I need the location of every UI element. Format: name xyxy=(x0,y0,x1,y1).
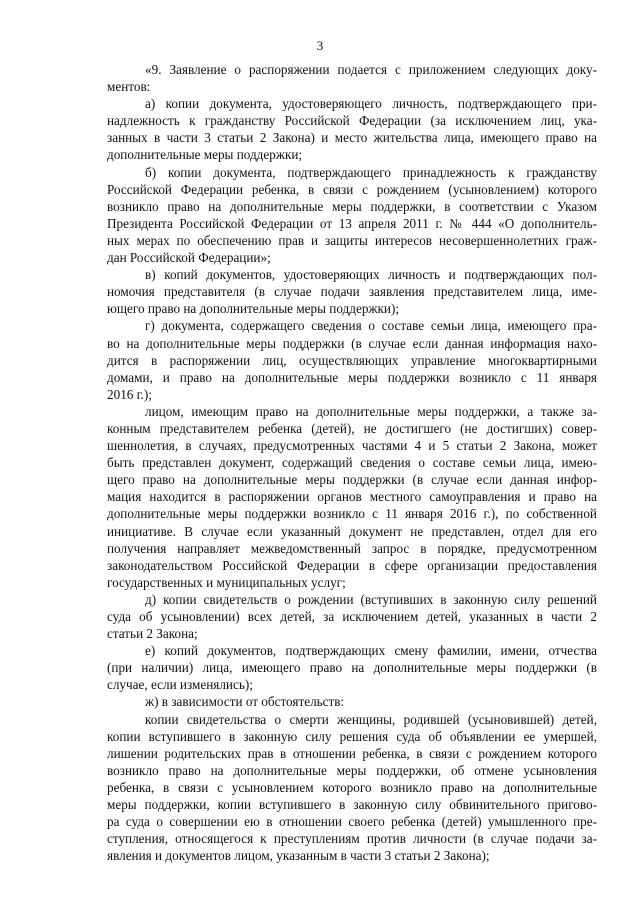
document-body xyxy=(107,61,597,864)
text-line: инициативе. В случае если указанный документ не представлен, отдел для его xyxy=(107,523,597,539)
text-line: лицом, имеющим право на дополнительные меры поддержки, а также за- xyxy=(145,403,597,419)
text-line: д) копии свидетельств о рождении (вступивших в законную силу решений xyxy=(145,591,597,607)
text-line: возникло право на дополнительные меры поддержки, в соответствии с Указом xyxy=(107,198,597,214)
text-line: номочия представителя (в случае подачи заявления представителем лица, име- xyxy=(107,284,597,300)
text-line: дополнительные меры поддержки; xyxy=(107,147,303,163)
text-line: домами, и право на дополнительные меры поддержки возникло с 11 января xyxy=(107,369,597,385)
paragraph-item-e xyxy=(107,642,597,693)
text-line: явления и документов лицом, указанным в части 3 статьи 2 Закона); xyxy=(107,848,490,864)
text-line: «9. Заявление о распоряжении подается с приложением следующих доку- xyxy=(145,62,597,77)
text-line: ных мерах по обеспечению прав и защиты интересов несовершеннолетних граж- xyxy=(107,232,597,248)
text-line: законодательством Российской Федерации в сфере организации предоставления xyxy=(107,557,597,573)
text-line: ра суда о совершении ею в отношении своего ребенка (детей) умышленного пре- xyxy=(107,814,597,830)
text-line: г) документа, содержащего сведения о составе семьи лица, имеющего пра- xyxy=(145,318,597,334)
paragraph-item-g-cont xyxy=(107,403,597,591)
text-line: 2016 г.); xyxy=(107,386,152,402)
page-number: 3 xyxy=(316,38,324,53)
text-line: меры поддержки, копии вступившего в законную силу обвинительного пригово- xyxy=(107,797,597,813)
text-line: копии вступившего в законную силу решения суда об объявлении ее умершей, xyxy=(107,728,597,744)
paragraph-item-v xyxy=(107,266,597,317)
text-line: занных в части 3 статьи 2 Закона) и место жительства лица, имеющего право на xyxy=(107,130,597,146)
text-line: лишении родительских прав в отношении ребенка, в связи с рождением которого xyxy=(107,745,597,761)
text-line: копии свидетельства о смерти женщины, родившей (усыновившей) детей, xyxy=(145,711,597,727)
text-line: быть представлен документ, содержащий сведения о составе семьи лица, имею- xyxy=(107,455,597,471)
text-line: дан Российской Федерации»; xyxy=(107,250,271,266)
text-line: суда об усыновлении) всех детей, за исключением детей, указанных в части 2 xyxy=(107,609,597,624)
text-line: возникло право на дополнительные меры поддержки, об отмене усыновления xyxy=(107,762,597,778)
text-line: в) копий документов, удостоверяющих личность и подтверждающих пол- xyxy=(145,267,597,283)
paragraph-item-zh xyxy=(107,693,597,710)
text-line: случае, если изменялись); xyxy=(107,677,253,693)
text-line: а) копии документа, удостоверяющего личность, подтверждающего при- xyxy=(145,96,597,112)
text-line: конным представителем ребенка (детей), не достигшего (не достигших) совер- xyxy=(107,420,597,436)
text-line: е) копий документов, подтверждающих смену фамилии, имени, отчества xyxy=(145,643,597,659)
text-line: шеннолетия, в случаях, предусмотренных частями 4 и 5 статьи 2 Закона, может xyxy=(107,438,597,454)
paragraph-item-a xyxy=(107,95,597,163)
paragraph-item-g xyxy=(107,317,597,402)
paragraph-item-b xyxy=(107,164,597,267)
text-line: Президента Российской Федерации от 13 апреля 2011 г. № 444 «О дополнитель- xyxy=(107,215,597,231)
text-line: ребенка, в связи с усыновлением которого возникло право на дополнительные xyxy=(107,779,597,795)
text-line: ментов: xyxy=(107,79,151,95)
paragraph-item-d xyxy=(107,591,597,642)
text-line: статьи 2 Закона; xyxy=(107,626,198,642)
text-line: (при наличии) лица, имеющего право на дополнительные меры поддержки (в xyxy=(107,660,597,676)
text-line: получения направляет межведомственный запрос в порядке, предусмотренном xyxy=(107,540,597,556)
text-line: во на дополнительные меры поддержки (в случае если данная информация нахо- xyxy=(107,335,597,351)
paragraph-item-zh-text xyxy=(107,711,597,865)
text-line: щего право на дополнительные меры поддержки (в случае если данная инфор- xyxy=(107,472,597,488)
text-line: мация находится в распоряжении органов местного самоуправления и право на xyxy=(107,489,597,505)
text-line: дополнительные меры поддержки возникло с 11 января 2016 г.), по собственной xyxy=(107,506,597,522)
text-line: дится в распоряжении лиц, осуществляющих управление многоквартирными xyxy=(107,352,597,368)
paragraph-intro xyxy=(107,61,597,95)
text-line: Российской Федерации ребенка, в связи с рождением (усыновлением) которого xyxy=(107,181,597,197)
text-line: б) копии документа, подтверждающего принадлежность к гражданству xyxy=(145,164,597,180)
text-line: государственных и муниципальных услуг; xyxy=(107,574,346,590)
text-line: ж) в зависимости от обстоятельств: xyxy=(145,694,345,710)
text-line: надлежность к гражданству Российской Федерации (за исключением лиц, ука- xyxy=(107,113,597,129)
text-line: ющего право на дополнительные меры поддержки); xyxy=(107,301,400,317)
text-line: ступления, относящегося к преступлениям против личности (в случае подачи за- xyxy=(107,831,597,847)
